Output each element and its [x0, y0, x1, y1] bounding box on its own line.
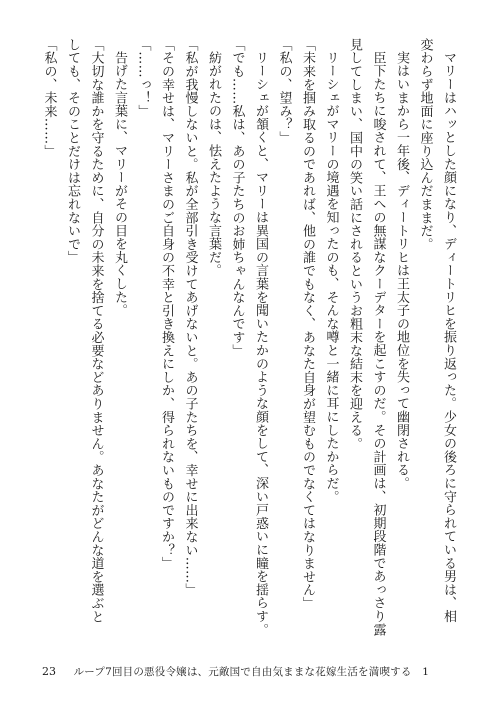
paragraph: 見してしまい、国中の笑い話にされるというお粗末な結末を迎える。 [347, 38, 362, 451]
page-number: 23 [42, 665, 56, 678]
paragraph: 紡がれたのは、怯えたような言葉だ。 [206, 51, 221, 278]
paragraph: 臣下たちに唆されて、王への無謀なクーデターを起こすのだ。その計画は、初期段階であっさり露 [370, 51, 386, 637]
paragraph: リーシェが頷くと、マリーは異国の言葉を聞いたかのような顔をして、深い戸惑いに瞳を揺らす。 [253, 51, 268, 637]
paragraph: 「私の、未来……」 [41, 38, 57, 158]
paragraph: しても、そのことだけは忘れないで」 [65, 38, 80, 265]
page-footer [42, 664, 429, 679]
paragraph: 「未来を掴み取るのであれば、他の誰でもなく、あなた自身が望むものでなくてはなりません」 [300, 38, 315, 610]
paragraph: マリーはハッとした顔になり、ディートリヒを振り返った。少女の後ろに守られている男は、相 [441, 51, 456, 623]
paragraph: 「その幸せは、マリーさまのご自身の不幸と引き換えにしか、得られないものですか？」 [159, 38, 174, 570]
paragraph: 告げた言葉に、マリーがその目を丸くした。 [112, 51, 127, 317]
paragraph: 「でも……私は、あの子たちのお姉ちゃんなんです」 [229, 38, 245, 358]
paragraph: 実はいまから一年後、ディートリヒは王太子の地位を失って幽閉される。 [394, 51, 409, 490]
paragraph: 「……っ！」 [135, 38, 151, 118]
running-title: ループ7回目の悪役令嬢は、元敵国で自由気ままな花嫁生活を満喫する 1 [73, 666, 430, 678]
paragraph: 変わらず地面に座り込んだままだ。 [417, 38, 433, 251]
paragraph: 「私の、望み？」 [276, 38, 292, 145]
vertical-text-body [37, 38, 460, 638]
paragraph: 「大切な誰かを守るために、自分の未来を捨てる必要などありません。あなたがどんな道を選ぶと [88, 38, 104, 624]
paragraph: リーシェがマリーの境遇を知ったのも、そんな噂と一緒に耳にしたからだ。 [323, 51, 339, 504]
paragraph: 「私が我慢しないと。私が全部引き受けてあげないと。あの子たちを、幸せに出来ない……」 [182, 38, 198, 597]
